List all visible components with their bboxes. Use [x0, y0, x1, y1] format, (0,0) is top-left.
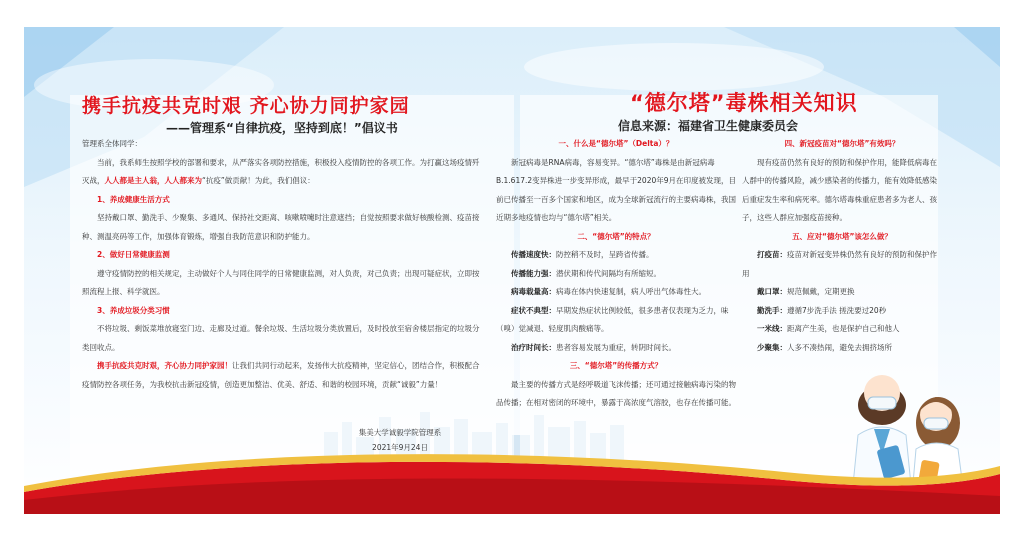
proposal-body	[82, 135, 484, 394]
list-item	[496, 283, 736, 302]
question-body: 现有疫苗仍然有良好的预防和保护作用，能降低病毒在人群中的传播风险，减少感染者的传播力，能有效降低感染后重症发生率和病死率。德尔塔毒株重症患者多为老人、孩子，这些人群应加强疫苗接种。	[742, 157, 937, 222]
section-body: 不将垃圾、剩饭菜堆放寝室门边、走廊及过道。餐余垃圾、生活垃圾分类放置后，及时投放至宿舍楼层指定的垃圾分类回收点。	[82, 324, 480, 352]
question-heading: 三、“德尔塔”的传播方式？	[569, 361, 663, 370]
list-item	[496, 246, 736, 265]
item-key: 传播能力强：	[511, 268, 556, 278]
list-item	[742, 320, 942, 339]
list-item	[496, 302, 736, 339]
proposal-title: 携手抗疫共克时艰 齐心协力同护家园	[82, 95, 410, 117]
question-body: 最主要的传播方式是经呼吸道飞沫传播；还可通过接触病毒污染的物品传播；在相对密闭的环境中，暴露于高浓度气溶胶，也存在传播可能。	[496, 379, 736, 407]
item-key: 传播速度快：	[511, 250, 556, 259]
delta-column-1	[496, 135, 736, 413]
section-heading: 2、做好日常健康监测	[97, 250, 170, 259]
question-heading: 五、应对“德尔塔”该怎么做？	[792, 231, 892, 241]
item-key: 少聚集：	[757, 342, 787, 352]
item-value: 患者容易发展为重症，转阴时间长。	[556, 342, 676, 352]
measure-list	[742, 246, 942, 357]
item-value: 病毒在体内快速复制，病人呼出气体毒性大。	[556, 287, 706, 296]
signature: 集美大学诚毅学院管理系	[358, 428, 442, 437]
red-ribbon	[24, 434, 1000, 514]
item-key: 治疗时间长：	[511, 342, 556, 352]
bulletin-board	[24, 27, 1000, 514]
closing-paragraph: 携手抗疫共克时艰，齐心协力同护家园！让我们共同行动起来，发扬伟大抗疫精神，坚定信心，团结合作，积极配合疫情防控各项任务，为我校抗击新冠疫情，创造更加整洁、优美、舒适、和谐的校园环境，贡献“诚毅”力量！	[82, 361, 480, 389]
delta-column-2	[742, 135, 942, 357]
item-value: 距离产生美，也是保护自己和他人	[787, 324, 900, 333]
item-key: 打疫苗：	[757, 250, 787, 259]
section-body: 坚持戴口罩、勤洗手、少聚集、多通风、保持社交距离、咳嗽喷嚏时注意遮挡；自觉按照要求做好核酸检测、疫苗接种、测温亮码等工作，加强体育锻炼，增强自我防范意识和防护能力。	[82, 213, 480, 241]
info-source: 信息来源：福建省卫生健康委员会	[618, 119, 799, 133]
section-heading: 1、养成健康生活方式	[97, 194, 170, 204]
item-value: 规范佩戴，定期更换	[787, 287, 855, 296]
question-heading: 二、“德尔塔”的特点？	[577, 231, 655, 241]
list-item	[742, 246, 942, 283]
item-value: 早期发热症状比例较低，很多患者仅表现为乏力，味（嗅）觉减退、轻度肌肉酸痛等。	[496, 305, 729, 333]
item-value: 遵循7步洗手法 搓洗要过20秒	[787, 305, 887, 315]
section-body: 遵守疫情防控的相关规定，主动做好个人与同住同学的日常健康监测，对人负责，对己负责；出现可疑症状，立即按照流程上报、科学就医。	[82, 268, 480, 296]
date: 2021年9月24日	[372, 443, 428, 452]
list-item	[496, 265, 736, 284]
greeting: 管理系全体同学：	[82, 139, 142, 148]
item-key: 勤洗手：	[757, 305, 787, 315]
proposal-subtitle: ——管理系“自律抗疫，坚持到底！”倡议书	[166, 121, 398, 135]
list-item	[742, 302, 942, 321]
feature-list	[496, 246, 736, 357]
item-value: 潜伏期和传代间隔均有所缩短。	[556, 268, 661, 278]
item-key: 一米线：	[757, 324, 787, 333]
question-body: 新冠病毒是RNA病毒，容易变异。“德尔塔”毒株是由新冠病毒B.1.617.2变异株进一步变异形成，最早于2020年9月在印度被发现，目前已传播至一百多个国家和地区，成为全球新冠流行的主要病毒株，我国近期多地疫情也均与“德尔塔”相关。	[496, 157, 737, 222]
intro-paragraph: 当前，我系师生按照学校的部署和要求，从严落实各项防控措施，积极投入疫情防控的各项工作。为打赢这场疫情歼灭战，人人都是主人翁，人人都来为“抗疫”做贡献！为此，我们倡议：	[82, 157, 480, 185]
item-key: 戴口罩：	[757, 287, 787, 296]
item-value: 疫苗对新冠变异株仍然有良好的预防和保护作用	[742, 250, 937, 278]
item-key: 症状不典型：	[511, 305, 556, 315]
item-value: 人多不凑热闹，避免去拥挤场所	[787, 342, 892, 352]
list-item	[742, 283, 942, 302]
item-key: 病毒载量高：	[511, 287, 556, 296]
item-value: 防控稍不及时，呈跨省传播。	[556, 250, 654, 259]
delta-title: “德尔塔”毒株相关知识	[630, 91, 858, 115]
section-heading: 3、养成垃圾分类习惯	[97, 305, 170, 315]
question-heading: 一、什么是“德尔塔”（Delta）？	[558, 139, 674, 148]
list-item	[496, 339, 736, 358]
question-heading: 四、新冠疫苗对“德尔塔”有效吗？	[784, 139, 900, 148]
